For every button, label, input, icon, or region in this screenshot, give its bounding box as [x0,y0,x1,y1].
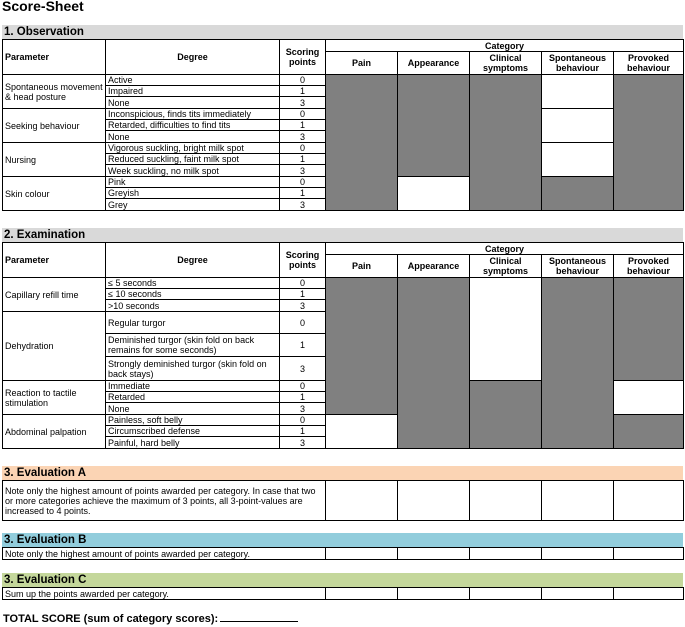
score-cell-spontaneous[interactable] [542,177,614,211]
header-spontaneous-behaviour: Spontaneous behaviour [542,255,614,278]
total-score [3,611,298,625]
param-name: Skin colour [3,177,106,211]
param-name: Dehydration [3,312,106,381]
header-category: Category [326,243,684,255]
points-cell: 0 [280,312,326,334]
eval-b-cell-spontaneous[interactable] [542,548,614,560]
total-score-blank[interactable] [220,611,298,622]
points-cell: 3 [280,131,326,143]
evaluation-b-table [2,547,684,560]
eval-c-cell-pain[interactable] [326,588,398,600]
eval-b-cell-pain[interactable] [326,548,398,560]
eval-a-cell-spontaneous[interactable] [542,481,614,521]
degree-cell: Painless, soft belly [106,415,280,426]
score-cell-clinical[interactable] [470,278,542,381]
header-parameter: Parameter [3,40,106,75]
evaluation-c-table [2,587,684,600]
score-cell-spontaneous[interactable] [542,75,614,109]
points-cell: 0 [280,381,326,392]
score-cell-pain[interactable] [326,278,398,415]
score-cell-clinical[interactable] [470,75,542,211]
evaluation-c-title: 3. Evaluation C [2,573,683,587]
points-cell: 0 [280,143,326,154]
examination-section-title: 2. Examination [2,228,683,242]
evaluation-a-table [2,480,684,521]
header-clinical-symptoms: Clinical symptoms [470,255,542,278]
score-cell-appearance[interactable] [398,177,470,211]
points-cell: 0 [280,278,326,289]
eval-c-cell-appearance[interactable] [398,588,470,600]
eval-c-cell-clinical[interactable] [470,588,542,600]
eval-b-cell-provoked[interactable] [614,548,684,560]
observation-table [2,39,684,211]
eval-c-cell-provoked[interactable] [614,588,684,600]
eval-b-cell-appearance[interactable] [398,548,470,560]
degree-cell: Impaired [106,86,280,97]
eval-a-cell-provoked[interactable] [614,481,684,521]
param-name: Nursing [3,143,106,177]
header-pain: Pain [326,255,398,278]
points-cell: 1 [280,86,326,97]
header-provoked-behaviour: Provoked behaviour [614,52,684,75]
degree-cell: Deminished turgor (skin fold on back remains for some seconds) [106,334,280,357]
score-cell-pain[interactable] [326,75,398,211]
degree-cell: Retarded, difficulties to find tits [106,120,280,131]
points-cell: 0 [280,415,326,426]
eval-a-cell-appearance[interactable] [398,481,470,521]
points-cell: 1 [280,426,326,437]
eval-a-cell-clinical[interactable] [470,481,542,521]
degree-cell: Painful, hard belly [106,437,280,449]
evaluation-a-title: 3. Evaluation A [2,466,683,480]
points-cell: 3 [280,437,326,449]
header-clinical-symptoms: Clinical symptoms [470,52,542,75]
degree-cell: Strongly deminished turgor (skin fold on back stays) [106,357,280,381]
score-cell-appearance[interactable] [398,75,470,177]
evaluation-a-note: Note only the highest amount of points awarded per category. In case that two or more categories achieve the maximum of 3 points, all 3-point-values are increased to 4 points. [3,481,326,521]
param-name: Reaction to tactile stimulation [3,381,106,415]
page-title: Score-Sheet [2,0,84,14]
eval-b-cell-clinical[interactable] [470,548,542,560]
evaluation-b-title: 3. Evaluation B [2,533,683,547]
score-cell-spontaneous[interactable] [542,278,614,449]
eval-c-cell-spontaneous[interactable] [542,588,614,600]
score-cell-pain[interactable] [326,415,398,449]
score-cell-spontaneous[interactable] [542,143,614,177]
header-degree: Degree [106,40,280,75]
points-cell: 3 [280,300,326,312]
degree-cell: None [106,403,280,415]
score-cell-appearance[interactable] [398,278,470,449]
points-cell: 3 [280,357,326,381]
param-name: Seeking behaviour [3,109,106,143]
points-cell: 1 [280,120,326,131]
degree-cell: Retarded [106,392,280,403]
header-appearance: Appearance [398,52,470,75]
points-cell: 1 [280,289,326,300]
header-scoring-points: Scoring points [280,243,326,278]
points-cell: 3 [280,97,326,109]
degree-cell: >10 seconds [106,300,280,312]
points-cell: 1 [280,154,326,165]
degree-cell: Circumscribed defense [106,426,280,437]
header-provoked-behaviour: Provoked behaviour [614,255,684,278]
points-cell: 3 [280,165,326,177]
score-cell-provoked[interactable] [614,278,684,381]
param-name: Spontaneous movement & head posture [3,75,106,109]
degree-cell: Greyish [106,188,280,199]
degree-cell: ≤ 10 seconds [106,289,280,300]
score-cell-provoked[interactable] [614,415,684,449]
param-name: Abdominal palpation [3,415,106,449]
score-cell-provoked[interactable] [614,75,684,211]
observation-section-title: 1. Observation [2,25,683,39]
header-parameter: Parameter [3,243,106,278]
degree-cell: Active [106,75,280,86]
points-cell: 3 [280,403,326,415]
degree-cell: Vigorous suckling, bright milk spot [106,143,280,154]
degree-cell: Immediate [106,381,280,392]
evaluation-b-note: Note only the highest amount of points awarded per category. [3,548,326,560]
points-cell: 1 [280,188,326,199]
degree-cell: Pink [106,177,280,188]
points-cell: 0 [280,177,326,188]
evaluation-c-note: Sum up the points awarded per category. [3,588,326,600]
points-cell: 3 [280,199,326,211]
eval-a-cell-pain[interactable] [326,481,398,521]
header-category: Category [326,40,684,52]
header-degree: Degree [106,243,280,278]
degree-cell: Regular turgor [106,312,280,334]
points-cell: 0 [280,109,326,120]
degree-cell: Reduced suckling, faint milk spot [106,154,280,165]
header-spontaneous-behaviour: Spontaneous behaviour [542,52,614,75]
degree-cell: ≤ 5 seconds [106,278,280,289]
degree-cell: None [106,97,280,109]
score-cell-clinical[interactable] [470,381,542,449]
header-scoring-points: Scoring points [280,40,326,75]
points-cell: 1 [280,334,326,357]
score-cell-spontaneous[interactable] [542,109,614,143]
total-score-label: TOTAL SCORE (sum of category scores): [3,613,219,625]
points-cell: 1 [280,392,326,403]
param-name: Capillary refill time [3,278,106,312]
points-cell: 0 [280,75,326,86]
score-cell-provoked[interactable] [614,381,684,415]
header-pain: Pain [326,52,398,75]
degree-cell: Grey [106,199,280,211]
degree-cell: None [106,131,280,143]
examination-table [2,242,684,449]
degree-cell: Week suckling, no milk spot [106,165,280,177]
header-appearance: Appearance [398,255,470,278]
degree-cell: Inconspicious, finds tits immediately [106,109,280,120]
